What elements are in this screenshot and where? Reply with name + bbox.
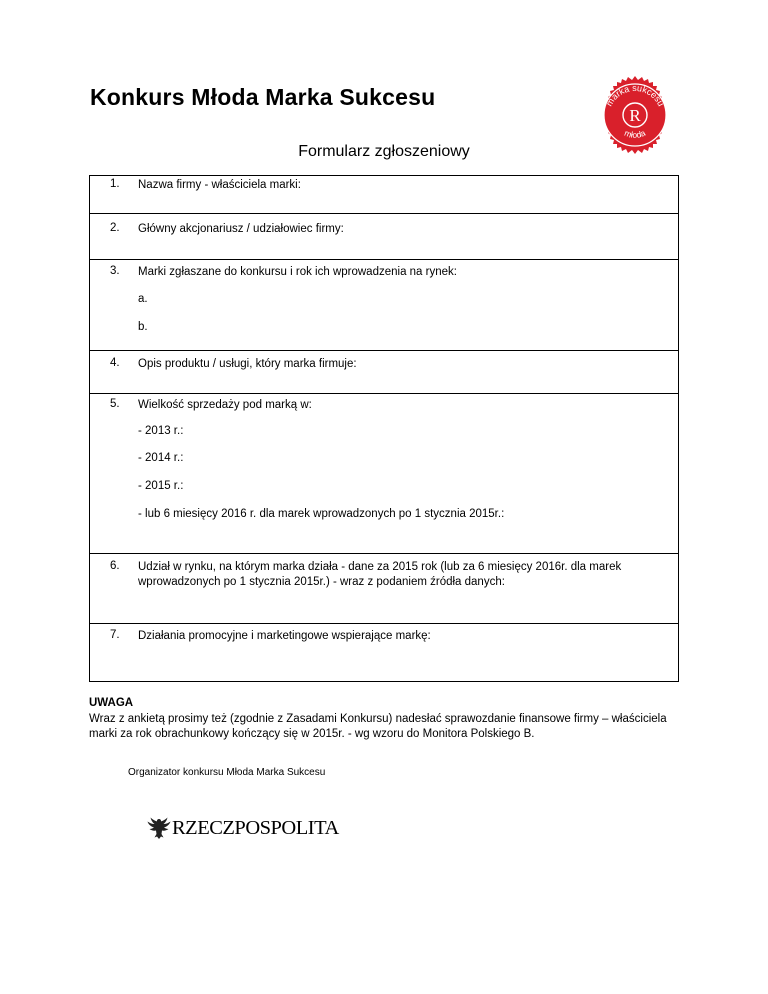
seal-text-bottom: młoda: [623, 127, 647, 140]
form-row-7[interactable]: [90, 624, 678, 681]
form-subitem-b: b.: [138, 321, 148, 333]
form-row-number: 7.: [110, 629, 120, 641]
eagle-icon: [146, 815, 172, 841]
seal-text-top: marka sukcesu: [603, 82, 667, 108]
logo-wordmark: RZECZPOSPOLITA: [172, 817, 339, 839]
form-row-number: 3.: [110, 265, 120, 277]
form-row-label: Marki zgłaszane do konkursu i rok ich wprowadzenia na rynek:: [138, 266, 457, 278]
form-row-label: Wielkość sprzedaży pod marką w:: [138, 399, 312, 411]
rzeczpospolita-logo: [146, 815, 339, 841]
form-row-2[interactable]: [90, 214, 678, 260]
organizer-caption: Organizator konkursu Młoda Marka Sukcesu: [128, 767, 326, 778]
application-form-table: [89, 175, 679, 682]
form-subitem-2016: - lub 6 miesięcy 2016 r. dla marek wprowadzonych po 1 stycznia 2015r.:: [138, 508, 505, 520]
seal-letter: R: [629, 106, 641, 125]
form-subitem-2013: - 2013 r.:: [138, 425, 184, 437]
form-row-number: 2.: [110, 222, 120, 234]
page-title: Konkurs Młoda Marka Sukcesu: [90, 84, 436, 110]
form-row-label: Główny akcjonariusz / udziałowiec firmy:: [138, 223, 344, 235]
form-row-4[interactable]: [90, 351, 678, 394]
form-row-label: Udział w rynku, na którym marka działa - dane za 2015 rok (lub za 6 miesięcy 2016r. dla marek wprowadzonych po 1 stycznia 2015r.) - wraz z podaniem źródła danych:: [138, 561, 622, 588]
form-row-label: Nazwa firmy - właściciela marki:: [138, 179, 301, 191]
form-subtitle-text: Formularz zgłoszeniowy: [298, 143, 470, 160]
mlodamarka-seal-logo: [595, 75, 675, 155]
form-row-number: 1.: [110, 178, 120, 190]
form-subitem-a: a.: [138, 293, 148, 305]
notice-heading: UWAGA: [89, 697, 134, 709]
form-row-5[interactable]: [90, 394, 678, 554]
form-row-number: 5.: [110, 398, 120, 410]
form-row-number: 4.: [110, 357, 120, 369]
form-row-6[interactable]: [90, 554, 678, 624]
form-row-3[interactable]: [90, 260, 678, 351]
form-row-label: Opis produktu / usługi, który marka firmuje:: [138, 358, 357, 370]
form-row-number: 6.: [110, 560, 120, 572]
form-subitem-2015: - 2015 r.:: [138, 480, 184, 492]
form-row-1[interactable]: [90, 176, 678, 214]
form-subitem-2014: - 2014 r.:: [138, 452, 184, 464]
form-row-label: Działania promocyjne i marketingowe wspierające markę:: [138, 630, 431, 642]
notice-text: Wraz z ankietą prosimy też (zgodnie z Zasadami Konkursu) nadesłać sprawozdanie finansowe firmy – właściciela marki za rok obrachunkowy kończący się w 2015r. - wg wzoru do Monitora Polskiego B.: [89, 713, 667, 740]
